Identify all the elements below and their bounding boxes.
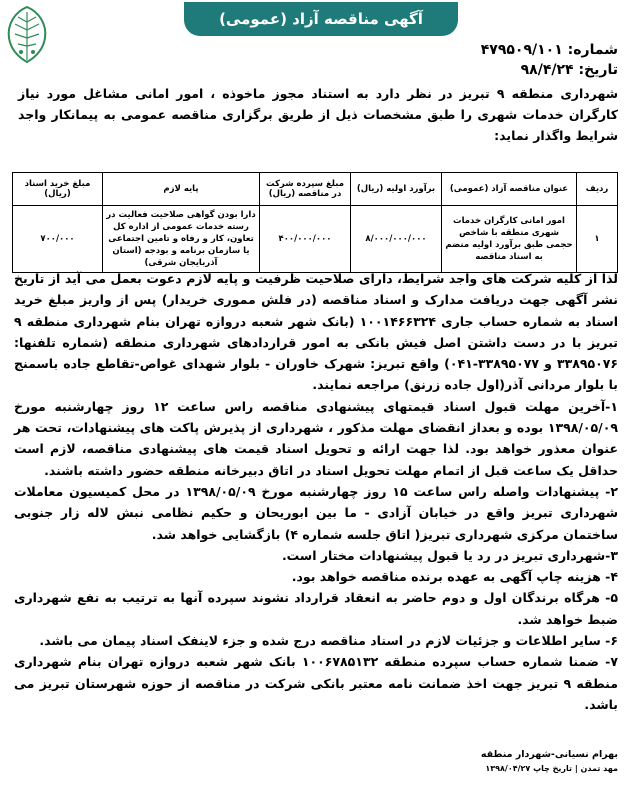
intro-text: شهرداری منطقه ۹ تبریز در نظر دارد به استناد مجوز ماخوذه ، امور امانی مشاغل مورد نیاز کارگران خدمات شهری را طبق مشخصات ذیل از طریق برگزاری مناقصه عمومی به پیمانکار واجد شرایط واگذار نماید: <box>18 86 618 143</box>
cell-initial-estimate: ۸/۰۰۰/۰۰۰/۰۰۰ <box>351 206 442 273</box>
cell-tender-title: امور امانی کارگران خدمات شهری منطقه با شاخص حجمی طبق برآورد اولیه منضم به اسناد مناقصه <box>442 206 577 273</box>
col-initial-estimate: برآورد اولیه (ریال) <box>351 173 442 206</box>
condition-4: ۴- هزینه چاپ آگهی به عهده برنده مناقصه خواهد بود. <box>291 569 618 585</box>
condition-2: ۲- پیشنهادات واصله راس ساعت ۱۵ روز چهارشنبه مورخ ۱۳۹۸/۰۵/۰۹ در محل کمیسیون معاملات شهرداری تبریز واقع در خیابان آزادی - ما بین ابوریحان و حکیم نظامی نبش لاله زار جنوبی ساختمان مرکزی شهرداری تبریز( اتاق جلسه شماره ۴) بازگشایی خواهد شد. <box>14 483 618 542</box>
condition-7: ۷- ضمنا شماره حساب سپرده منطقه ۱۰۰۶۷۸۵۱۳۲ بانک شهر شعبه دروازه تهران بنام شهرداری منطقه ۹ تبریز جهت اخذ ضمانت نامه معتبر بانکی شرکت در مناقصه از حوزه شهرستان تبریز می باشد. <box>14 654 618 712</box>
condition-5: ۵- هرگاه برندگان اول و دوم حاضر به انعقاد قرارداد نشوند سپرده آنها به ترتیب به نفع شهرداری ضبط خواهد شد. <box>14 590 618 627</box>
col-tender-title: عنوان مناقصه آزاد (عمومی) <box>442 173 577 206</box>
notice-number: شماره: ۴۷۹۵۰۹/۱۰۱ <box>480 42 618 58</box>
municipality-leaf-icon <box>4 4 50 66</box>
notice-footer <box>481 748 618 776</box>
notice-title: آگهی مناقصه آزاد (عمومی) <box>184 2 458 36</box>
print-stamp: مهد تمدن | تاریخ چاپ ۱۳۹۸/۰۴/۲۷ <box>485 764 618 773</box>
col-document-price: مبلغ خرید اسناد (ریال) <box>13 173 103 206</box>
notice-date: تاریخ: ۹۸/۴/۲۴ <box>520 62 618 78</box>
table-row <box>13 206 618 273</box>
col-row-number: ردیف <box>577 173 618 206</box>
invitation-paragraph: لذا از کلیه شرکت های واجد شرایط، دارای صلاحیت ظرفیت و پایه لازم دعوت بعمل می آید از تاریخ نشر آگهی جهت دریافت مدارک و اسناد مناقصه (در فلش مموری خریدار) پس از واریز مبلغ خرید اسناد به شماره حساب جاری ۱۰۰۱۴۶۶۳۲۴ (بانک شهر شعبه دروازه تهران بنام شهرداری منطقه ۹ تبریز با در دست داشتن اصل فیش بانکی به امور قراردادهای شهرداری منطقه (شماره تلفنها: ۳۳۸۹۵۰۷۶ و ۳۳۸۹۵۰۷۷-۰۴۱) واقع تبریز: شهرک خاوران - بلوار شهدای غواص-تقاطع جاده باسمنج با بلوار مردانی آذر(اول جاده زرنق) مراجعه نمایند. <box>14 271 618 393</box>
cell-deposit: ۴۰۰/۰۰۰/۰۰۰ <box>260 206 351 273</box>
tender-table <box>12 172 618 273</box>
notice-meta <box>481 40 618 80</box>
condition-3: ۳-شهرداری تبریز در رد یا قبول پیشنهادات مختار است. <box>281 547 618 563</box>
col-deposit: مبلغ سپرده شرکت در مناقصه (ریال) <box>260 173 351 206</box>
table-header-row <box>13 173 618 206</box>
signature: بهرام نسیانی-شهردار منطقه <box>480 749 618 760</box>
col-required-grade: پایه لازم <box>103 173 260 206</box>
cell-document-price: ۷۰۰/۰۰۰ <box>13 206 103 273</box>
condition-6: ۶- سایر اطلاعات و جزئیات لازم در اسناد مناقصه درج شده و جزء لاینفک اسناد پیمان می باشد. <box>39 633 618 649</box>
notice-body <box>14 268 618 715</box>
condition-1: ۱-آخرین مهلت قبول اسناد قیمتهای پیشنهادی مناقصه راس ساعت ۱۲ روز چهارشنبه مورخ ۱۳۹۸/۰۵/۰۹ بوده و بعداز انقضای مهلت مذکور ، شهرداری از پذیرش پاکت های پیشنهادات، تحت هر عنوان معذور خواهد بود. لذا جهت ارائه و تحویل اسناد قیمت های پیشنهادی مناقصه، لازم است حداقل یک ساعت قبل از اتمام مهلت تحویل اسناد در اتاق دبیرخانه منطقه حضور داشته باشند. <box>14 398 618 478</box>
cell-required-grade: دارا بودن گواهی صلاحیت فعالیت در رسته خدمات عمومی از اداره کل تعاون، کار و رفاه و تامین اجتماعی یا سازمان برنامه و بودجه (استان آذربایجان شرقی) <box>103 206 260 273</box>
cell-row-number: ۱ <box>577 206 618 273</box>
